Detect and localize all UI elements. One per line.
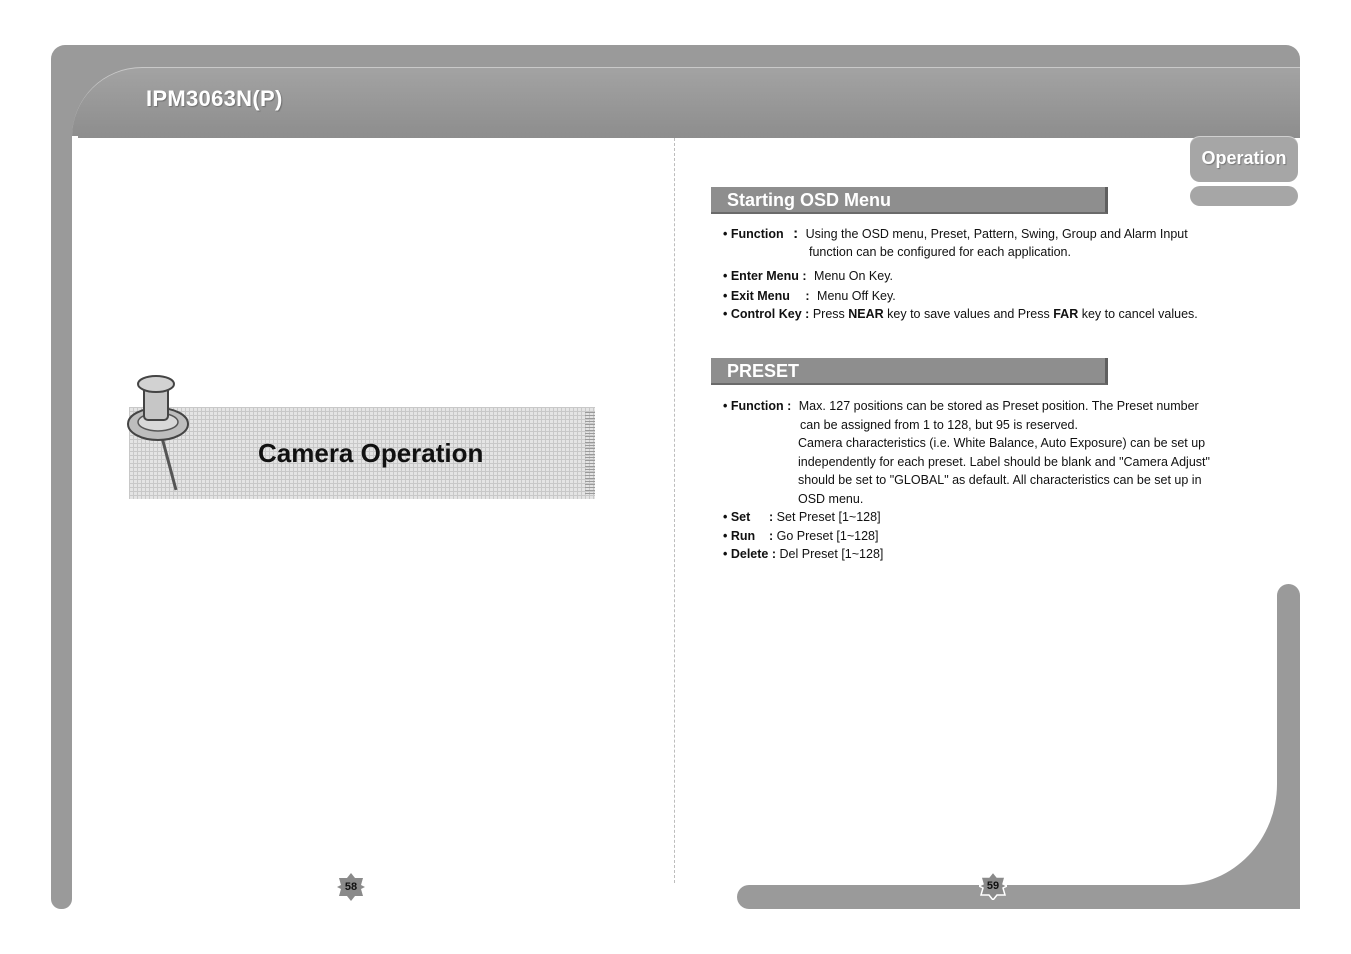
preset-run-text: Go Preset [1~128] bbox=[776, 529, 879, 543]
page-number-left: 58 bbox=[344, 881, 358, 893]
osd-function-label: • Function bbox=[723, 227, 784, 241]
osd-control-label: • Control Key : bbox=[723, 307, 810, 321]
preset-run-label: • Run bbox=[723, 529, 756, 543]
page-number-right: 59 bbox=[986, 880, 1000, 892]
bottom-frame-bar bbox=[737, 885, 1300, 909]
banner-edge bbox=[585, 412, 595, 494]
preset-set-text: Set Preset [1~128] bbox=[776, 510, 881, 524]
osd-exit-text: Menu Off Key. bbox=[817, 289, 896, 303]
section-header-osd bbox=[711, 187, 1108, 214]
preset-function-line: Camera characteristics (i.e. White Balance, Auto Exposure) can be set up bbox=[798, 436, 1206, 450]
left-frame-gap bbox=[72, 136, 78, 896]
preset-function-line: OSD menu. bbox=[798, 492, 864, 506]
preset-function-row bbox=[723, 399, 1199, 413]
section-title-osd: Starting OSD Menu bbox=[727, 190, 892, 210]
section-header-preset bbox=[711, 358, 1108, 385]
osd-exit-label: • Exit Menu bbox=[723, 289, 790, 303]
osd-enter-label: • Enter Menu : bbox=[723, 269, 807, 283]
page-divider bbox=[674, 138, 675, 883]
preset-delete-text: Del Preset [1~128] bbox=[779, 547, 884, 561]
preset-function-label: • Function : bbox=[723, 399, 792, 413]
osd-exit-sep: : bbox=[805, 289, 810, 303]
left-frame-bar bbox=[51, 120, 72, 909]
preset-run-sep: : bbox=[769, 529, 774, 543]
osd-exit-row bbox=[723, 289, 896, 303]
section-tab-label: Operation bbox=[1201, 148, 1287, 168]
osd-control-pre: Press bbox=[812, 307, 845, 321]
document-title: IPM3063N(P) bbox=[146, 86, 283, 111]
osd-control-far: FAR bbox=[1053, 307, 1079, 321]
osd-function-sep: : bbox=[793, 225, 799, 242]
right-frame-bar bbox=[1277, 584, 1300, 909]
osd-control-row bbox=[723, 307, 1198, 321]
osd-function-row bbox=[723, 225, 1188, 242]
preset-set-sep: : bbox=[769, 510, 774, 524]
preset-set-row bbox=[723, 510, 881, 524]
osd-control-mid: key to save values and Press bbox=[887, 307, 1050, 321]
preset-delete-row bbox=[723, 547, 883, 561]
pushpin-icon bbox=[124, 372, 204, 496]
section-tab-bar bbox=[1190, 186, 1298, 206]
osd-control-near: NEAR bbox=[848, 307, 884, 321]
osd-enter-text: Menu On Key. bbox=[814, 269, 894, 283]
osd-function-text-2: function can be configured for each application. bbox=[809, 245, 1071, 259]
preset-function-line: Max. 127 positions can be stored as Preset position. The Preset number bbox=[798, 399, 1199, 413]
section-title-preset: PRESET bbox=[727, 361, 800, 381]
preset-function-line: should be set to "GLOBAL" as default. All characteristics can be set up in bbox=[798, 473, 1202, 487]
preset-function-line: can be assigned from 1 to 128, but 95 is reserved. bbox=[800, 418, 1078, 432]
osd-control-post: key to cancel values. bbox=[1081, 307, 1198, 321]
preset-function-line: independently for each preset. Label should be blank and "Camera Adjust" bbox=[798, 455, 1210, 469]
chapter-title: Camera Operation bbox=[258, 438, 484, 468]
preset-run-row bbox=[723, 529, 878, 543]
preset-delete-label: • Delete : bbox=[723, 547, 777, 561]
osd-function-text: Using the OSD menu, Preset, Pattern, Swing, Group and Alarm Input bbox=[805, 227, 1188, 241]
preset-set-label: • Set bbox=[723, 510, 751, 524]
osd-enter-row bbox=[723, 269, 893, 283]
